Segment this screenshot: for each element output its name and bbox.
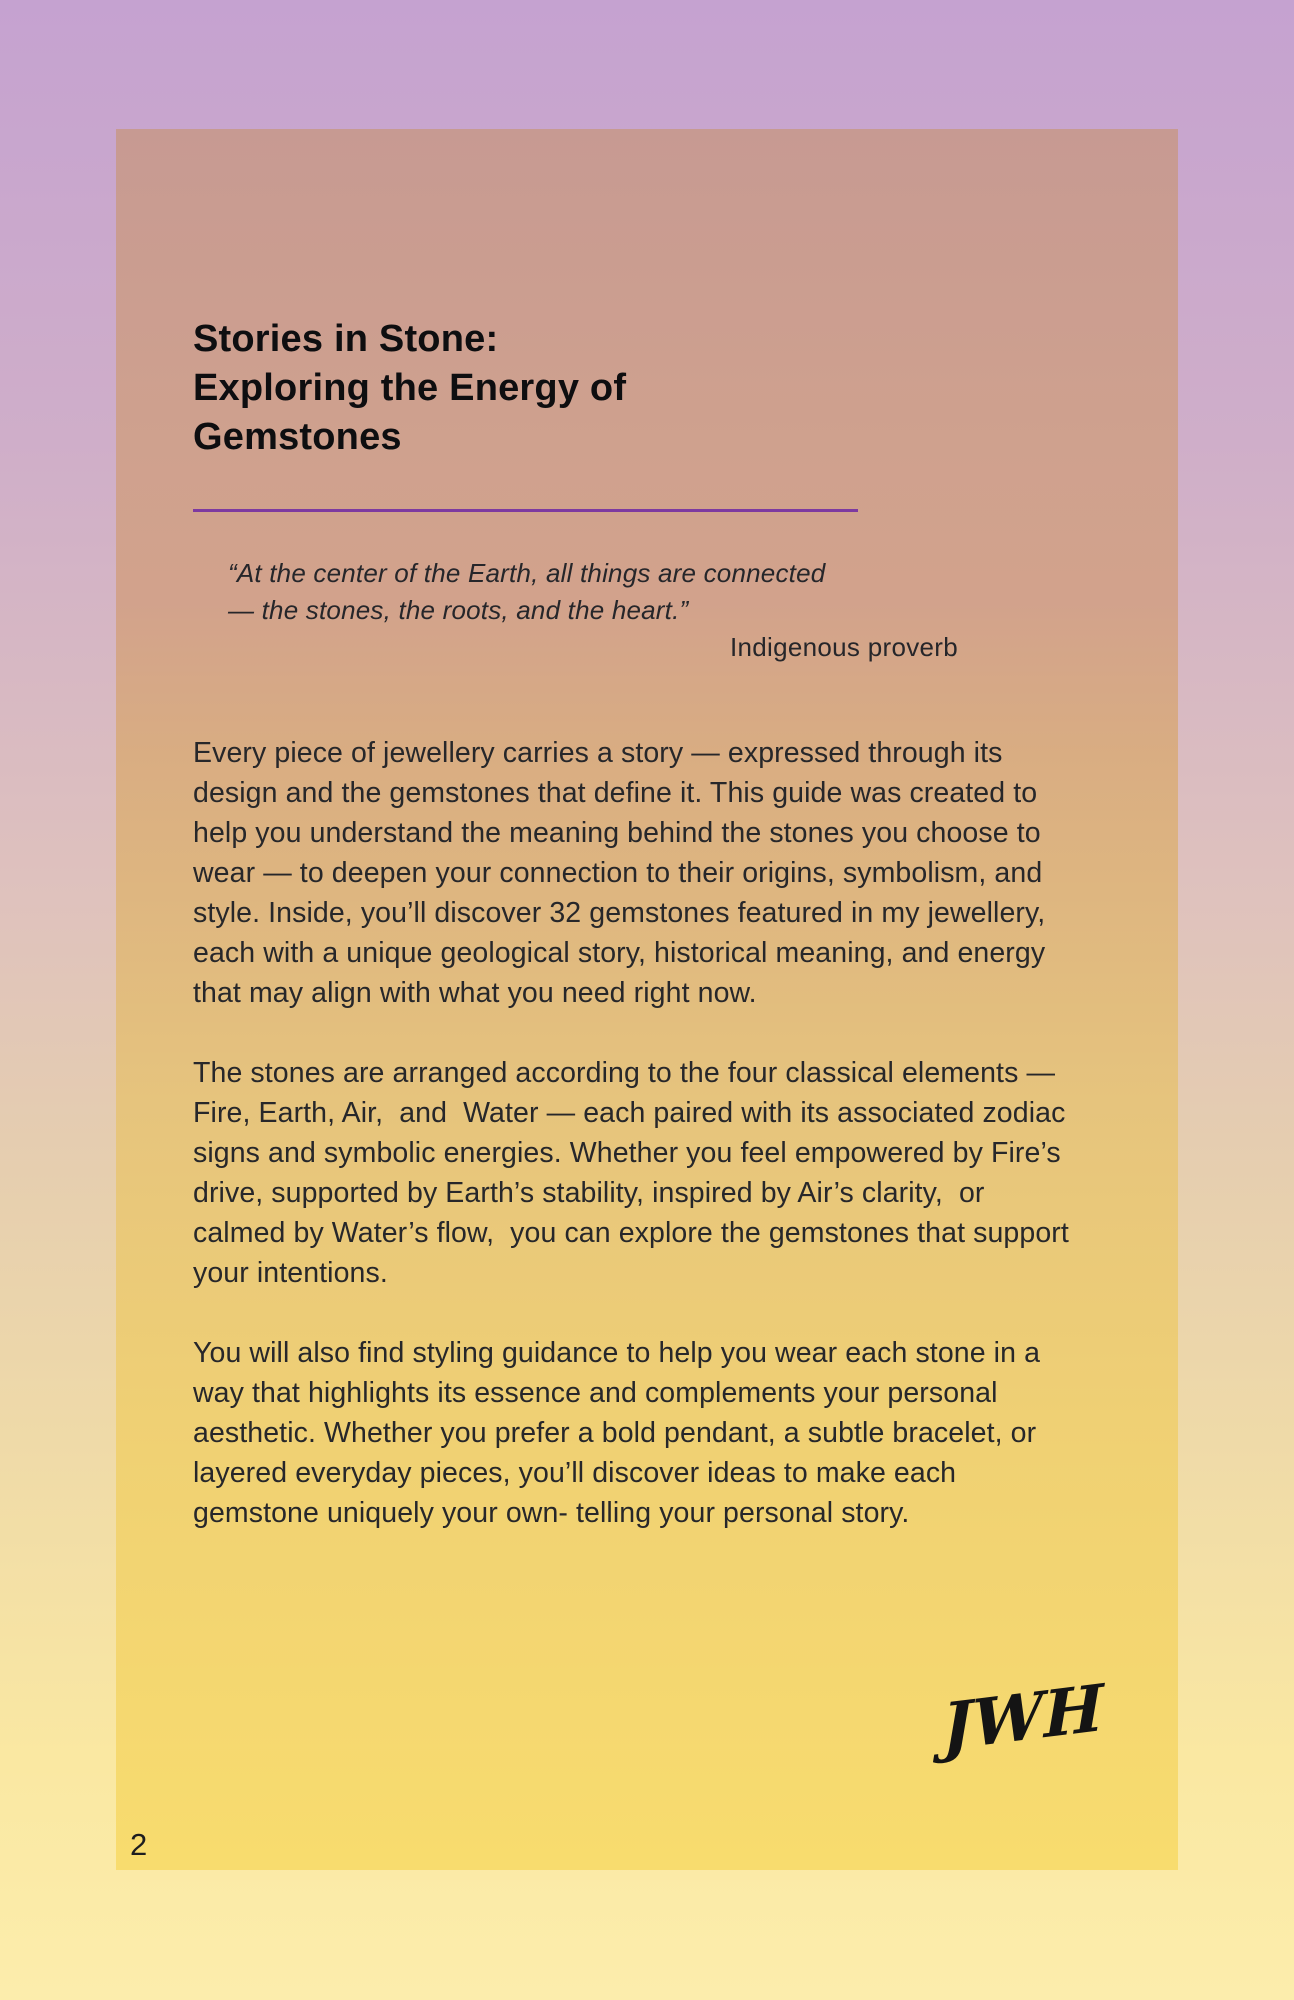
page-title-line-1: Stories in Stone:	[193, 318, 499, 360]
page-title-line-3: Gemstones	[193, 416, 402, 458]
page-number: 2	[130, 1827, 148, 1862]
page-title-line-2: Exploring the Energy of	[193, 367, 627, 409]
body-text	[193, 733, 1077, 1573]
epigraph-quote	[228, 555, 958, 666]
page-title	[193, 315, 626, 462]
quote-line-2: — the stones, the roots, and the heart.”	[228, 595, 689, 625]
quote-attribution: Indigenous proverb	[730, 632, 958, 662]
paragraph-styling: You will also find styling guidance to help you wear each stone in a way that highlights its essence and complements your personal aesthetic. Whether you prefer a bold pendant, a subtle bracelet, or layered everyday pieces, you’ll discover ideas to make each gemstone uniquely your own- telling your personal story.	[193, 1337, 1049, 1529]
author-signature	[937, 1647, 1120, 1787]
signature-text: JWH	[941, 1670, 1105, 1766]
quote-line-1: “At the center of the Earth, all things are connected	[228, 558, 826, 588]
signature-glyph	[937, 1647, 1120, 1787]
title-divider-rule	[193, 509, 858, 512]
paragraph-introduction: Every piece of jewellery carries a story — expressed through its design and the gemstones that define it. This guide was created to help you understand the meaning behind the stones you choose to wear — to deepen your connection to their origins, symbolism, and style. Inside, you’ll discover 32 gemstones featured in my jewellery, each with a unique geological story, historical meaning, and energy that may align with what you need right now.	[193, 737, 1054, 1009]
content-card	[116, 129, 1178, 1870]
paragraph-elements: The stones are arranged according to the four classical elements — Fire, Earth, Air, and Water — each paired with its associated zodiac signs and symbolic energies. Whether you feel empowered by Fire’s drive, supported by Earth’s stability, inspired by Air’s clarity, or calmed by Water’s flow, you can explore the gemstones that support your intentions.	[193, 1057, 1077, 1289]
